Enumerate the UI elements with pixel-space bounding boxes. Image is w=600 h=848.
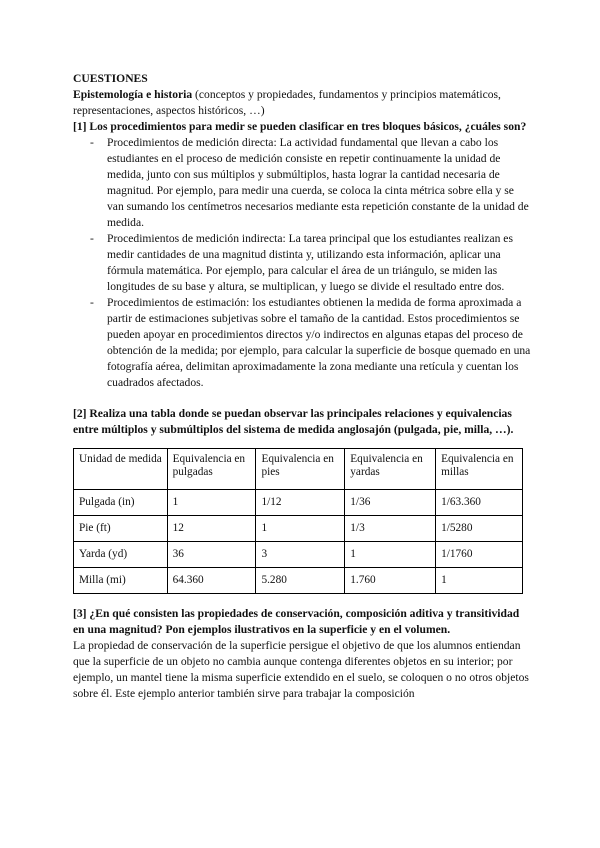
table-row: [74, 542, 523, 568]
table-cell: 1: [167, 490, 256, 516]
question-1-title: [1] Los procedimientos para medir se pueden clasificar en tres bloques básicos, ¿cuáles son?: [73, 120, 527, 133]
table-header-cell: Equivalencia en pies: [256, 449, 345, 490]
heading: CUESTIONES: [73, 72, 148, 85]
table-cell: 64.360: [167, 568, 256, 594]
table-header-cell: Unidad de medida: [74, 449, 168, 490]
table-cell: 1/36: [345, 490, 436, 516]
table-cell: Pulgada (in): [74, 490, 168, 516]
document-page: [73, 71, 533, 702]
dash-bullet: -: [90, 296, 94, 309]
table-cell: 1/12: [256, 490, 345, 516]
table-cell: 1/5280: [436, 516, 523, 542]
table-cell: 1: [345, 542, 436, 568]
question-2-title: [2] Realiza una tabla donde se puedan observar las principales relaciones y equivalencias entre múltiplos y submúltiplos del sistema de medida anglosajón (pulgada, pie, milla, …).: [73, 407, 514, 436]
intro-bold: Epistemología e historia: [73, 88, 193, 101]
table-cell: Pie (ft): [74, 516, 168, 542]
table-cell: 5.280: [256, 568, 345, 594]
question-1-list: [73, 135, 533, 391]
intro-rest: (conceptos y propiedades, fundamentos y principios matemáticos, representaciones, aspectos históricos, …): [73, 88, 501, 117]
table-cell: Milla (mi): [74, 568, 168, 594]
table-row: [74, 568, 523, 594]
table-cell: 12: [167, 516, 256, 542]
table-header-cell: Equivalencia en yardas: [345, 449, 436, 490]
question-3-body: La propiedad de conservación de la superficie persigue el objetivo de que los alumnos entiendan que la superficie de un objeto no cambia aunque contenga diferentes objetos en su interior; por ejemplo, un mantel tiene la misma superficie extendido en el suelo, se coloquen o no otros objetos sobre él. Este ejemplo anterior también sirve para trabajar la composición: [73, 639, 529, 700]
table-cell: 1/3: [345, 516, 436, 542]
list-item: [73, 231, 533, 295]
list-item-text: Procedimientos de medición directa: La actividad fundamental que llevan a cabo los estudiantes en el proceso de medición consiste en repetir continuamente la unidad de medida, junto con sus múltiplos y submúltiplos, hasta lograr la cantidad necesaria de magnitud. Por ejemplo, para medir una cuerda, se coloca la cinta métrica sobre ella y se van sumando los centímetros necesarios mediante esta repetición constante de la unidad de medida.: [107, 136, 529, 229]
table-cell: 1: [256, 516, 345, 542]
intro-line: [73, 87, 533, 119]
dash-bullet: -: [90, 232, 94, 245]
table-header-cell: Equivalencia en pulgadas: [167, 449, 256, 490]
question-3-title: [3] ¿En qué consisten las propiedades de conservación, composición aditiva y transitividad en una magnitud? Pon ejemplos ilustrativos en la superficie y en el volumen.: [73, 607, 520, 636]
table-header-row: [74, 449, 523, 490]
table-cell: 1: [436, 568, 523, 594]
table-row: [74, 490, 523, 516]
list-item-text: Procedimientos de estimación: los estudiantes obtienen la medida de forma aproximada a partir de estimaciones subjetivas sobre el tamaño de la cantidad. Estos procedimientos se pueden apoyar en procedimientos directos y/o indirectos en algunas etapas del proceso de obtención de la medida; por ejemplo, para calcular la superficie de bosque quemado en una fotografía aérea, delimitan aproximadamente la zona mediante una retícula y cuentan los cuadrados afectados.: [107, 296, 531, 389]
table-cell: 1.760: [345, 568, 436, 594]
table-cell: 3: [256, 542, 345, 568]
list-item-text: Procedimientos de medición indirecta: La tarea principal que los estudiantes realizan es medir cantidades de una magnitud distinta y, utilizando esta información, aplicar una fórmula matemática. Por ejemplo, para calcular el área de un triángulo, se miden las longitudes de su base y altura, se multiplican, y luego se divide el resultado entre dos.: [107, 232, 513, 293]
list-item: [73, 295, 533, 391]
dash-bullet: -: [90, 136, 94, 149]
table-cell: 1/1760: [436, 542, 523, 568]
table-header-cell: Equivalencia en millas: [436, 449, 523, 490]
table-cell: Yarda (yd): [74, 542, 168, 568]
list-item: [73, 135, 533, 231]
equivalence-table: [73, 448, 523, 594]
table-row: [74, 516, 523, 542]
table-cell: 36: [167, 542, 256, 568]
table-cell: 1/63.360: [436, 490, 523, 516]
